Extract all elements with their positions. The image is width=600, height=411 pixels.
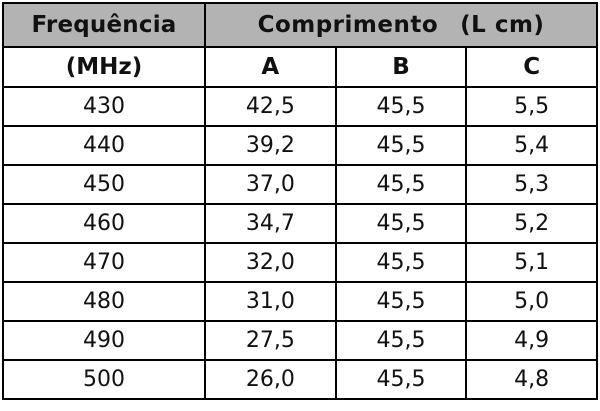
table-row [3, 243, 597, 282]
table-row [3, 321, 597, 360]
cell-length-a: 39,2 [205, 126, 336, 165]
table-row [3, 126, 597, 165]
header-length-unit: (L cm) [460, 12, 545, 38]
cell-length-b: 45,5 [336, 243, 467, 282]
cell-frequency: 480 [3, 282, 205, 321]
table-row [3, 360, 597, 399]
cell-length-c: 5,0 [466, 282, 597, 321]
subheader-cell-a: A [205, 47, 336, 87]
cell-frequency: 440 [3, 126, 205, 165]
cell-length-a: 34,7 [205, 204, 336, 243]
cell-length-b: 45,5 [336, 87, 467, 126]
cell-length-c: 4,9 [466, 321, 597, 360]
cell-length-b: 45,5 [336, 282, 467, 321]
cell-length-a: 37,0 [205, 165, 336, 204]
table-row [3, 204, 597, 243]
cell-length-b: 45,5 [336, 165, 467, 204]
subheader-cell-b: B [336, 47, 467, 87]
cell-length-a: 26,0 [205, 360, 336, 399]
cell-frequency: 430 [3, 87, 205, 126]
table-row [3, 282, 597, 321]
header-cell-length-title [205, 3, 597, 47]
table-row [3, 165, 597, 204]
frequency-length-table [2, 2, 598, 400]
cell-frequency: 470 [3, 243, 205, 282]
cell-frequency: 490 [3, 321, 205, 360]
cell-length-c: 5,1 [466, 243, 597, 282]
table-subheader-row [3, 47, 597, 87]
cell-length-a: 31,0 [205, 282, 336, 321]
table-header-row [3, 3, 597, 47]
table-row [3, 87, 597, 126]
cell-length-a: 27,5 [205, 321, 336, 360]
cell-length-c: 4,8 [466, 360, 597, 399]
cell-length-b: 45,5 [336, 321, 467, 360]
cell-length-b: 45,5 [336, 204, 467, 243]
cell-length-c: 5,5 [466, 87, 597, 126]
cell-frequency: 500 [3, 360, 205, 399]
cell-length-c: 5,4 [466, 126, 597, 165]
cell-length-c: 5,2 [466, 204, 597, 243]
cell-length-a: 32,0 [205, 243, 336, 282]
cell-length-a: 42,5 [205, 87, 336, 126]
subheader-cell-c: C [466, 47, 597, 87]
cell-frequency: 460 [3, 204, 205, 243]
cell-length-b: 45,5 [336, 360, 467, 399]
cell-frequency: 450 [3, 165, 205, 204]
table-body [3, 3, 597, 399]
document-page [0, 2, 600, 411]
header-cell-frequency: Frequência [3, 3, 205, 47]
cell-length-b: 45,5 [336, 126, 467, 165]
cell-length-c: 5,3 [466, 165, 597, 204]
subheader-cell-mhz: (MHz) [3, 47, 205, 87]
header-length-label: Comprimento [257, 12, 439, 38]
